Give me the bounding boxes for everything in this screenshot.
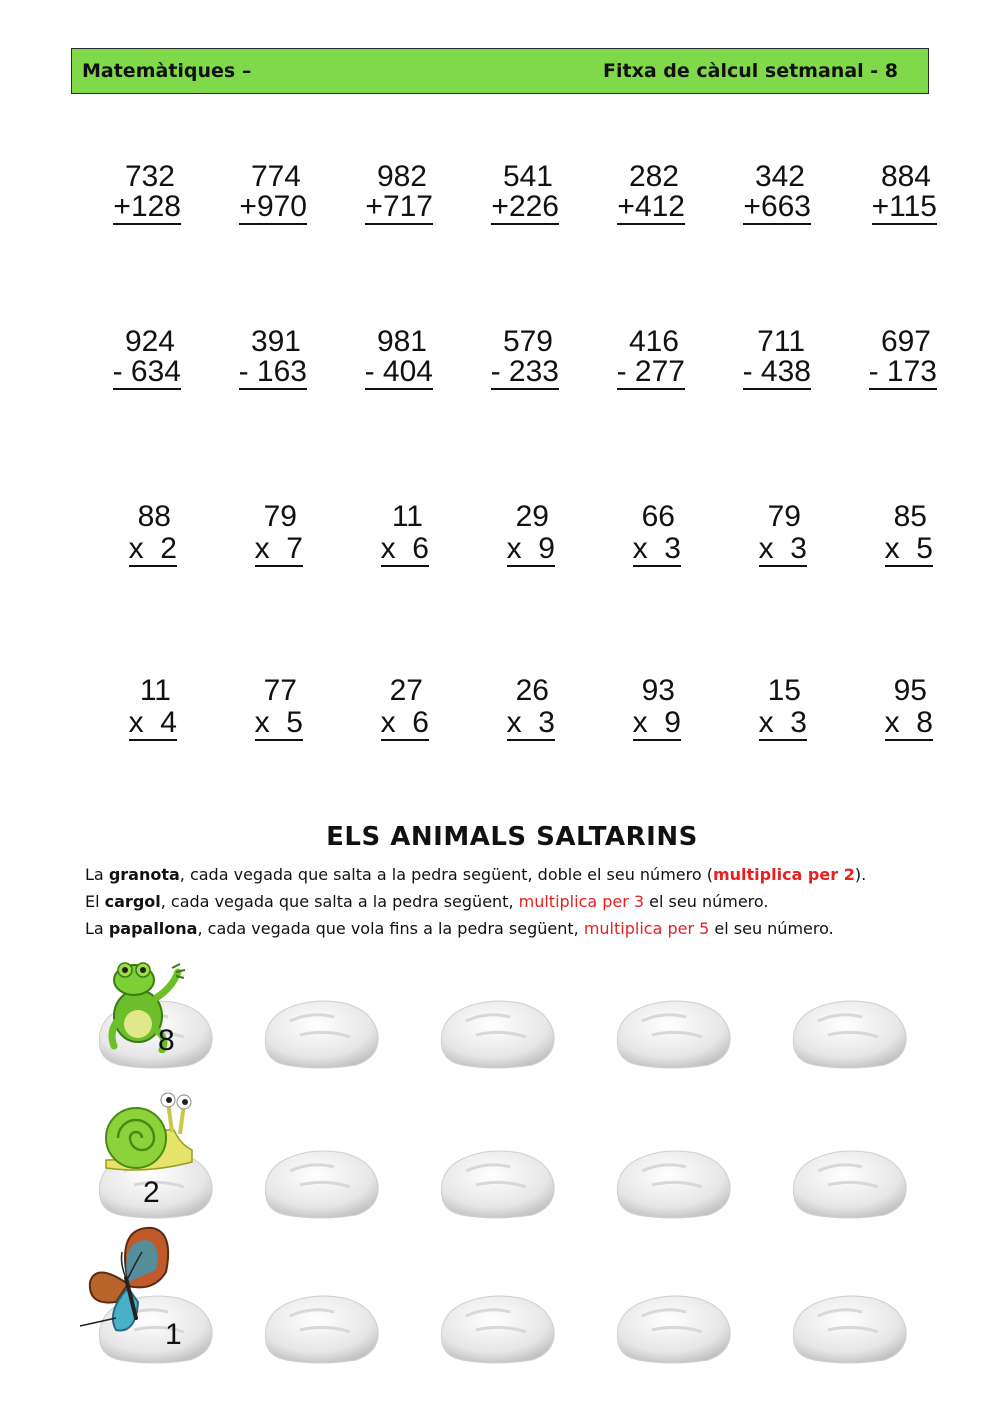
operand-top: 66 — [641, 500, 675, 533]
operand-top: 11 — [139, 674, 171, 707]
operation — [201, 162, 311, 242]
operation — [327, 162, 437, 242]
frog-start-number: 8 — [158, 1024, 175, 1057]
operand-top: 711 — [757, 325, 805, 358]
operand-top: 416 — [628, 325, 679, 358]
operation — [75, 502, 185, 582]
operand-top: 924 — [124, 325, 175, 358]
stone-icon — [260, 995, 382, 1069]
operation — [327, 676, 437, 756]
subtractions-row — [0, 327, 1000, 407]
instruction-snail: El cargol, cada vegada que salta a la pedra següent, multiplica per 3 el seu número. — [85, 892, 769, 911]
operand-bottom: x 3 — [758, 532, 807, 565]
subject-label: Matemàtiques – — [82, 60, 252, 82]
operand-top: 79 — [263, 500, 297, 533]
operand-top: 27 — [389, 674, 423, 707]
stone-icon — [260, 1290, 382, 1364]
operand-top: 982 — [376, 160, 427, 193]
frog-icon — [100, 958, 190, 1053]
worksheet-title: Fitxa de càlcul setmanal - 8 — [603, 60, 898, 82]
additions-row — [0, 162, 1000, 242]
butterfly-start-number: 1 — [165, 1318, 182, 1351]
snail-start-number: 2 — [143, 1176, 160, 1209]
operand-top: 29 — [515, 500, 549, 533]
operand-bottom: x 3 — [632, 532, 681, 565]
operand-bottom: x 7 — [254, 532, 303, 565]
operand-bottom: - 634 — [112, 355, 181, 388]
operand-bottom: +128 — [113, 190, 181, 223]
instruction-butterfly: La papallona, cada vegada que vola fins a la pedra següent, multiplica per 5 el seu número. — [85, 919, 834, 938]
operation — [75, 327, 185, 407]
operand-bottom: x 3 — [506, 706, 555, 739]
stone-icon — [788, 995, 910, 1069]
operation — [201, 327, 311, 407]
operand-top: 93 — [641, 674, 675, 707]
operand-bottom: +717 — [365, 190, 433, 223]
stone-icon — [612, 995, 734, 1069]
operation — [75, 162, 185, 242]
operation — [831, 162, 941, 242]
operation — [327, 327, 437, 407]
operand-top: 85 — [893, 500, 927, 533]
operand-top: 79 — [767, 500, 801, 533]
operation — [453, 327, 563, 407]
instruction-frog: La granota, cada vegada que salta a la pedra següent, doble el seu número (multiplica per 2). — [85, 865, 867, 884]
operation — [579, 502, 689, 582]
operand-bottom: - 163 — [238, 355, 307, 388]
operand-bottom: +663 — [743, 190, 811, 223]
operand-bottom: x 8 — [884, 706, 933, 739]
operand-top: 26 — [515, 674, 549, 707]
operand-top: 774 — [250, 160, 301, 193]
operation — [705, 327, 815, 407]
operand-bottom: +970 — [239, 190, 307, 223]
operation — [705, 676, 815, 756]
stone-icon — [612, 1290, 734, 1364]
stone-icon — [436, 995, 558, 1069]
stone-icon — [436, 1145, 558, 1219]
operand-bottom: - 277 — [616, 355, 685, 388]
operation — [579, 327, 689, 407]
operation — [579, 676, 689, 756]
operand-top: 884 — [880, 160, 931, 193]
operand-top: 95 — [893, 674, 927, 707]
operand-bottom: +412 — [617, 190, 685, 223]
section-title: ELS ANIMALS SALTARINS — [326, 822, 698, 852]
operand-top: 981 — [376, 325, 427, 358]
stone-icon — [788, 1290, 910, 1364]
operand-top: 11 — [391, 500, 423, 533]
operation — [453, 162, 563, 242]
operand-top: 391 — [250, 325, 301, 358]
operand-bottom: - 173 — [868, 355, 937, 388]
stone-icon — [612, 1145, 734, 1219]
operation — [831, 676, 941, 756]
operation — [831, 502, 941, 582]
operation — [453, 502, 563, 582]
operation — [453, 676, 563, 756]
operand-bottom: +226 — [491, 190, 559, 223]
operand-top: 342 — [754, 160, 805, 193]
operation — [201, 676, 311, 756]
operation — [831, 327, 941, 407]
operation — [201, 502, 311, 582]
operation — [579, 162, 689, 242]
multiplications-row-1 — [0, 502, 1000, 582]
worksheet-header — [71, 48, 929, 94]
operand-top: 15 — [767, 674, 801, 707]
operand-bottom: - 233 — [490, 355, 559, 388]
snail-icon — [96, 1090, 201, 1175]
operand-top: 282 — [628, 160, 679, 193]
operand-bottom: - 438 — [742, 355, 811, 388]
operand-bottom: x 5 — [254, 706, 303, 739]
operand-bottom: x 9 — [632, 706, 681, 739]
operand-bottom: x 3 — [758, 706, 807, 739]
operand-bottom: x 2 — [128, 532, 177, 565]
operand-bottom: x 6 — [380, 706, 429, 739]
operand-top: 579 — [502, 325, 553, 358]
operation — [75, 676, 185, 756]
operand-bottom: +115 — [871, 190, 937, 223]
multiplications-row-2 — [0, 676, 1000, 756]
operand-top: 77 — [263, 674, 297, 707]
operation — [705, 502, 815, 582]
operand-top: 697 — [880, 325, 931, 358]
stone-icon — [260, 1145, 382, 1219]
operation — [705, 162, 815, 242]
operand-bottom: x 5 — [884, 532, 933, 565]
operand-top: 541 — [502, 160, 553, 193]
stone-icon — [436, 1290, 558, 1364]
operand-top: 88 — [137, 500, 171, 533]
operand-bottom: x 6 — [380, 532, 429, 565]
operand-bottom: x 4 — [128, 706, 177, 739]
operand-bottom: x 9 — [506, 532, 555, 565]
operand-top: 732 — [124, 160, 175, 193]
operand-bottom: - 404 — [364, 355, 433, 388]
operation — [327, 502, 437, 582]
stone-icon — [788, 1145, 910, 1219]
